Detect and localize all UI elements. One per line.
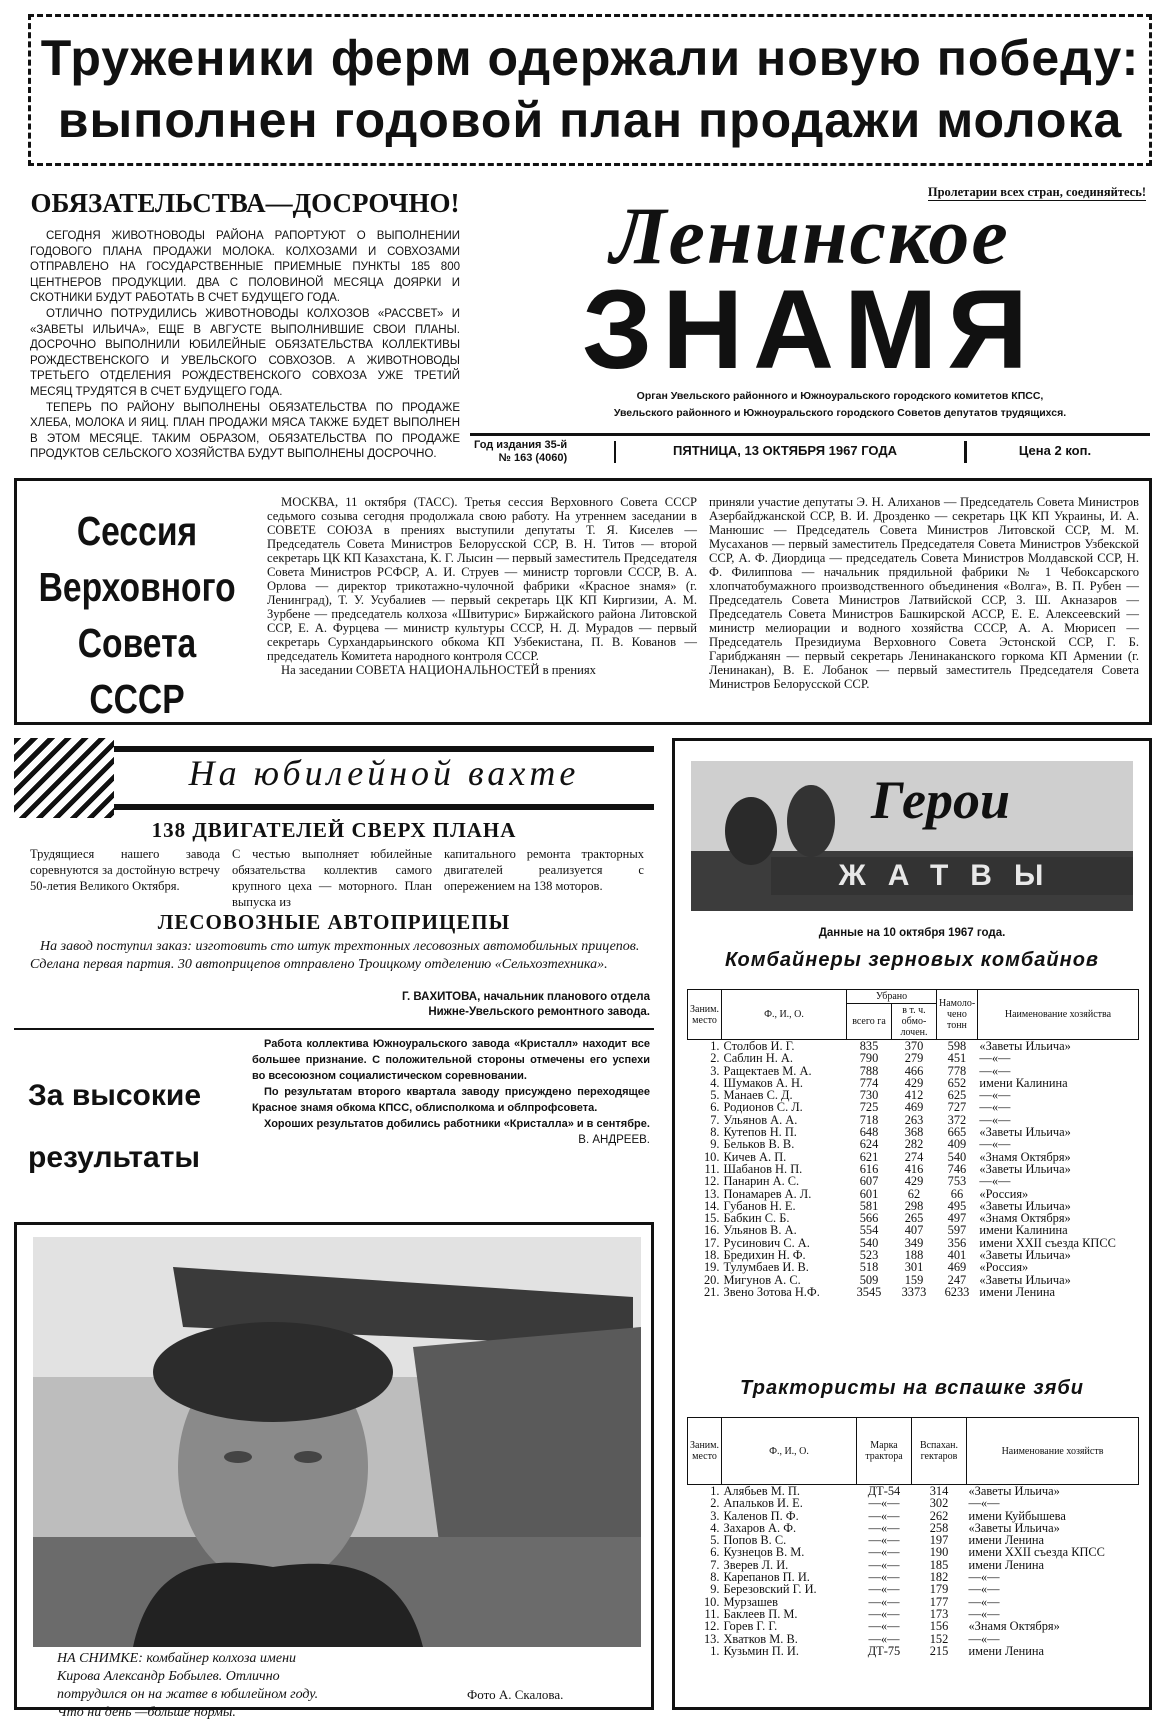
session-text-1: МОСКВА, 11 октября (ТАСС). Третья сессия Верховного Совета СССР седьмого созыва сегодня продолжала свою работу. На утреннем заседании в СОВЕТЕ СОЮЗА в прениях выступили депутаты Т. Я. Киселев — Председатель Совета Министров Белорусской ССР, В. Н. Титов — второй секретарь ЦК КП Казахстана, К. Г. Лысин — первый заместитель Председателя Совета Министров РСФСР, А. И. Струев — министр торговли СССР, В. А. Орлова — директор трикотажно-чулочной фабрики «Красное знамя» (г. Ленинград), Т. У. Усубалиев — первый секретарь ЦК КП Киргизии, А. М. Зурбене — председатель колхоза «Швитурис» Биржайского района Литовской ССР, Е. А. Фурцева — министр культуры СССР, Н. Д. Мурадов — первый секретарь Сурхандарьинского обкома КП Узбекистана, П. В. Кованов — председатель Комитета народного контроля СССР. [267,495,697,663]
table-cell: «Знамя Октября» [979,1211,1071,1226]
table-cell: 368 [904,1125,924,1140]
headline-line-2: выполнен годовой план продажи молока [57,92,1123,148]
price: Цена 2 коп. [1018,443,1092,458]
table-cell: —«— [868,1557,900,1572]
table-cell: 518 [859,1260,879,1275]
table-cell: 652 [947,1075,967,1090]
hatch-ornament [14,738,114,818]
obligations-paragraph: СЕГОДНЯ ЖИВОТНОВОДЫ РАЙОНА РАПОРТУЮТ О ВЫПОЛНЕНИИ ГОДОВОГО ПЛАНА ПРОДАЖИ МОЛОКА. КОЛХОЗАМИ И СОВХОЗАМИ ОТПРАВЛЕНО НА ГОСУДАРСТВЕННЫЕ ПРИЕМНЫЕ ПУНКТЫ 185 800 ЦЕНТНЕРОВ ПРОДУКЦИИ. ДВА С ПОЛОВИНОЙ МЕСЯЦА ДОЯРКИ И СКОТНИКИ БУДУТ РАБОТАТЬ В СЧЕТ БУДУЩЕГО ГОДА. [30,230,460,305]
session-title-1: Сессия [76,508,198,554]
obligations-title: ОБЯЗАТЕЛЬСТВА—ДОСРОЧНО! [30,188,460,218]
table-cell: 523 [859,1248,879,1263]
table-cell: 302 [929,1496,949,1511]
table-cell: 4. [710,1075,720,1090]
table-cell: 469 [904,1100,924,1115]
table-cell: 429 [904,1075,924,1090]
col-farm: Наименование хозяйств [966,1418,1138,1485]
table-cell: 466 [904,1063,924,1078]
table-cell: Кутепов Н. П. [723,1125,797,1140]
col-total: всего га [846,1004,891,1040]
table-cell: Ульянов А. А. [723,1112,798,1127]
table-row [688,1645,1139,1657]
photo-credit: Фото А. Скалова. [467,1687,564,1702]
table-cell: 495 [947,1198,967,1213]
table-cell: —«— [868,1606,900,1621]
table-cell: Мигунов А. С. [723,1272,801,1287]
table-cell: 665 [947,1125,967,1140]
table-cell: 718 [859,1112,879,1127]
table-row [688,1052,1139,1064]
table-cell: 13. [703,1631,720,1646]
table-cell: 314 [929,1484,949,1498]
table-cell: 18. [703,1248,720,1263]
table-cell: 66 [950,1186,964,1201]
table-cell: ДТ-54 [867,1484,901,1498]
table-cell: «Заветы Ильича» [968,1484,1060,1498]
table-cell: 20. [703,1272,720,1287]
results-title-1: За высокие [28,1079,202,1112]
table-cell: 2. [710,1051,720,1066]
table-row [688,1620,1139,1632]
table-row [688,1633,1139,1645]
table-cell: —«— [979,1051,1011,1066]
table-cell: 6. [710,1100,720,1115]
table-cell: 790 [859,1051,879,1066]
masthead [470,185,1150,475]
table-cell: 14. [703,1198,720,1213]
table-cell: 5. [710,1088,720,1103]
table-row [688,1286,1139,1298]
table-cell: 370 [904,1039,924,1053]
table-cell: имени Ленина [968,1643,1045,1658]
table-cell: —«— [979,1137,1011,1152]
table-cell: 774 [859,1075,879,1090]
table-cell: 7. [710,1112,720,1127]
table-cell: 62 [907,1186,921,1201]
table-cell: —«— [868,1520,900,1535]
table-cell: —«— [868,1582,900,1597]
table-cell: 607 [859,1174,879,1189]
data-date: Данные на 10 октября 1967 года. [818,927,1006,939]
vahta-title-band [114,746,654,810]
session-text-1b: На заседании СОВЕТА НАЦИОНАЛЬНОСТЕЙ в прениях [281,663,596,677]
masthead-organ [550,388,1130,422]
table-cell: 8. [710,1570,720,1585]
table-cell: 3545 [856,1284,882,1299]
table-cell: 156 [929,1619,949,1634]
table-cell: 409 [947,1137,967,1152]
table-cell: 727 [947,1100,967,1115]
table-cell: имени XXII съезда КПСС [979,1235,1116,1250]
trailers-signature [200,990,650,1020]
table-cell: —«— [868,1619,900,1634]
table-cell: «Заветы Ильича» [979,1125,1071,1140]
table-cell: 282 [904,1137,924,1152]
table-cell: 407 [904,1223,924,1238]
col-brand: Марка трактора [856,1418,911,1485]
table-cell: 581 [859,1198,879,1213]
table-cell: 185 [929,1557,949,1572]
table-cell: Горев Г. Г. [723,1619,778,1634]
table-cell: —«— [968,1582,1000,1597]
table-cell: 179 [929,1582,949,1597]
table-cell: «Знамя Октября» [979,1149,1071,1164]
table-cell: —«— [979,1100,1011,1115]
table-cell: —«— [868,1545,900,1560]
session-column-1 [267,495,697,677]
table-cell: 540 [947,1149,967,1164]
table-cell: 190 [929,1545,949,1560]
table-cell: Бабкин С. Б. [723,1211,790,1226]
table-cell: 372 [947,1112,967,1127]
table-cell: 215 [929,1643,949,1658]
table-cell: 625 [947,1088,967,1103]
masthead-rule [470,433,1150,436]
divider [14,1028,654,1030]
table-cell: Ульянов В. А. [723,1223,797,1238]
table-cell: 182 [929,1570,949,1585]
table-cell: 429 [904,1174,924,1189]
table-cell: Каленов П. Ф. [723,1508,799,1523]
headline-box [28,14,1152,166]
table-cell: имени XXII съезда КПСС [968,1545,1105,1560]
table-cell: 5. [710,1533,720,1548]
table-row [688,1546,1139,1558]
table-cell: 21. [703,1284,720,1299]
table-cell: 173 [929,1606,949,1621]
table-cell: «Россия» [979,1260,1029,1275]
table-cell: 301 [904,1260,924,1275]
table-cell: 554 [859,1223,879,1238]
table-cell: —«— [868,1533,900,1548]
heroes-title-1: Герои [871,770,1011,830]
table-cell: 1. [710,1643,720,1658]
session-title-2: Верховного [38,564,236,610]
table-cell: «Заветы Ильича» [979,1272,1071,1287]
session-text-2: приняли участие депутаты Э. Н. Алиханов — Председатель Совета Министров Азербайджанской ССР, В. И. Дрозденко — секретарь ЦК КП Украины, И. А. Манюшис — Председатель Совета Министров Литовской ССР, М. М. Мусаханов — первый заместитель Председателя Совета Министров Узбекской ССР, А. Ф. Диордица — председатель Совета Министров Молдавской ССР, Н. Ф. Филиппова — начальник прядильной фабрики № 1 Чебоксарского хлопчатобумажного производственного объединения «Волга», В. П. Рубен — Председатель Совета Министров Латвийской ССР, З. Ш. Акназаров — Председатель Совета Министров Башкирской АССР, Е. Е. Алексеевский — министр мелиорации и водного хозяйства СССР, А. А. Мюрисеп — Председатель Президиума Верховного Совета Эстонской ССР, Г. Б. Гарибджанян — первый секретарь Ленинаканского горкома КП Армении (г. Ленинакан), В. Е. Лобанок — первый заместитель Председателя Совета Министров Белорусской ССР. [709,495,1139,691]
col-name: Ф., И., О. [721,1418,856,1485]
table-cell: 279 [904,1051,924,1066]
combine-table-title: Комбайнеры зерновых комбайнов [725,949,1099,971]
col-collected: Убрано [846,990,936,1004]
table-cell: 274 [904,1149,924,1164]
table-cell: 2. [710,1496,720,1511]
organ-line-2: Увельского районного и Южноуральского городского Советов депутатов трудящихся. [613,407,1067,419]
photo-caption: НА СНИМКЕ: комбайнер колхоза имени Кирова Александр Бобылев. Отлично потрудился он на жатве в юбилейном году. Что ни день —больше нормы. [57,1651,319,1720]
table-cell: 778 [947,1063,967,1078]
table-cell: 835 [859,1039,879,1053]
table-cell: 621 [859,1149,879,1164]
table-cell: Захаров А. Ф. [723,1520,797,1535]
table-cell: 616 [859,1161,879,1176]
table-cell: 648 [859,1125,879,1140]
table-cell: Родионов С. Л. [723,1100,803,1115]
table-cell: —«— [868,1496,900,1511]
table-cell: —«— [868,1631,900,1646]
table-cell: —«— [979,1174,1011,1189]
table-cell: 263 [904,1112,924,1127]
table-cell: 598 [947,1039,967,1053]
table-cell: «Россия» [979,1186,1029,1201]
table-cell: Апальков И. Е. [723,1496,803,1511]
table-cell: 497 [947,1211,967,1226]
combine-operator-photo [33,1237,641,1647]
table-cell: «Заветы Ильича» [968,1520,1060,1535]
results-signature: В. АНДРЕЕВ. [578,1134,650,1146]
table-cell: 8. [710,1125,720,1140]
col-name: Ф., И., О. [721,990,846,1040]
table-cell: —«— [968,1606,1000,1621]
table-cell: —«— [968,1594,1000,1609]
table-cell: 509 [859,1272,879,1287]
table-cell: 9. [710,1137,720,1152]
table-cell: «Заветы Ильича» [979,1161,1071,1176]
table-cell: 17. [703,1235,720,1250]
col-tons: Намолочено тонн [936,990,977,1040]
table-cell: 356 [947,1235,967,1250]
table-cell: 401 [947,1248,967,1263]
results-title [28,1070,238,1184]
results-title-2: результаты [28,1141,201,1174]
table-cell: Хватков М. В. [723,1631,798,1646]
table-cell: Панарин А. С. [723,1174,800,1189]
engines-col-1: Трудящиеся нашего завода соревнуются за достойную встречу 50-летия Великого Октября. [30,847,220,893]
issue-date: ПЯТНИЦА, 13 ОКТЯБРЯ 1967 ГОДА [673,443,897,458]
table-cell: 730 [859,1088,879,1103]
table-row [688,1175,1139,1187]
trailers-heading: ЛЕСОВОЗНЫЕ АВТОПРИЦЕПЫ [157,910,511,934]
table-cell: —«— [968,1496,1000,1511]
table-cell: Ращектаев М. А. [723,1063,812,1078]
table-cell: «Заветы Ильича» [979,1198,1071,1213]
table-cell: 12. [703,1619,720,1634]
table-cell: 11. [704,1606,720,1621]
table-cell: 159 [904,1272,924,1287]
table-cell: —«— [968,1570,1000,1585]
table-cell: Березовский Г. И. [723,1582,817,1597]
table-cell: 152 [929,1631,949,1646]
table-cell: 247 [947,1272,967,1287]
divider [614,441,616,463]
obligations-paragraph: ОТЛИЧНО ПОТРУДИЛИСЬ ЖИВОТНОВОДЫ КОЛХОЗОВ «РАССВЕТ» И «ЗАВЕТЫ ИЛЬИЧА», ЕЩЕ В АВГУСТЕ ВЫПОЛНИВШИЕ СВОИ ПЛАНЫ. ДОСРОЧНО ВЫПОЛНИЛИ ЮБИЛЕЙНЫЕ ОБЯЗАТЕЛЬСТВА КОЛЛЕКТИВЫ РОЖДЕСТВЕНСКОГО И УВЕЛЬСКОГО СОВХОЗОВ. А ЖИВОТНОВОДЫ ТРЕТЬЕГО ОТДЕЛЕНИЯ РОЖДЕСТВЕНСКОГО СОВХОЗА УЖЕ ТРЕТИЙ МЕСЯЦ ТРУДЯТСЯ В СЧЕТ БУДУЩЕГО ГОДА. [30,307,460,398]
session-box [14,478,1152,725]
slogan: Пролетарии всех стран, соединяйтесь! [927,185,1146,199]
table-cell: 16. [703,1223,720,1238]
table-cell: 19. [703,1260,720,1275]
tractor-table-title: Трактористы на вспашке зяби [740,1377,1084,1399]
table-cell: Шабанов Н. П. [723,1161,803,1176]
table-cell: 298 [904,1198,924,1213]
engines-col-2: С честью выполняет юбилейные обязательства коллектив самого крупного цеха — моторного. План выпуска из [232,847,432,909]
table-cell: 349 [904,1235,924,1250]
col-place: Заним. место [688,1418,722,1485]
table-cell: 10. [703,1149,720,1164]
table-cell: 4. [710,1520,720,1535]
masthead-title-2: ЗНАМЯ [582,267,1038,392]
session-title-3: Совета СССР [77,620,197,722]
table-cell: 177 [929,1594,949,1609]
col-farm: Наименование хозяйства [977,990,1138,1040]
divider [964,441,967,463]
table-cell: имени Ленина [979,1284,1055,1299]
table-cell: 451 [947,1051,967,1066]
table-cell: Русинович С. А. [723,1235,810,1250]
table-cell: 416 [904,1161,924,1176]
table-cell: Губанов Н. Е. [723,1198,796,1213]
table-cell: имени Куйбышева [968,1508,1066,1523]
table-cell: 412 [904,1088,924,1103]
table-cell: —«— [868,1594,900,1609]
table-cell: 262 [929,1508,949,1523]
table-cell: 725 [859,1100,879,1115]
table-cell: 12. [703,1174,720,1189]
table-cell: имени Калинина [979,1223,1068,1238]
obligations-paragraph: ТЕПЕРЬ ПО РАЙОНУ ВЫПОЛНЕНЫ ОБЯЗАТЕЛЬСТВА ПО ПРОДАЖЕ ХЛЕБА, МОЛОКА И ЯИЦ. ПЛАН ПРОДАЖИ МЯСА ТАКЖЕ БУДЕТ ВЫПОЛНЕН В ЭТОМ МЕСЯЦЕ. ТАКИМ ОБРАЗОМ, ОБЯЗАТЕЛЬСТВА ПО ПРОДАЖЕ ПРОДУКТОВ СЕЛЬСКОГО ХОЗЯЙСТВА БУДУТ ВЫПОЛНЕНЫ ДОСРОЧНО. [30,401,460,461]
table-cell: 753 [947,1174,967,1189]
table-cell: 10. [703,1594,720,1609]
engines-heading: 138 ДВИГАТЕЛЕЙ СВЕРХ ПЛАНА [151,818,517,842]
table-cell: 6. [710,1545,720,1560]
table-cell: ДТ-75 [867,1643,901,1658]
table-cell: —«— [979,1063,1011,1078]
table-cell: Звено Зотова Н.Ф. [723,1284,820,1299]
table-row [688,1138,1139,1150]
table-cell: Баклеев П. М. [723,1606,798,1621]
results-text [252,1036,650,1146]
table-cell: Бредихин Н. Ф. [723,1248,806,1263]
table-cell: Столбов И. Г. [723,1039,795,1053]
obligations-article [30,188,460,463]
table-cell: —«— [979,1088,1011,1103]
table-cell: —«— [979,1112,1011,1127]
organ-line-1: Орган Увельского районного и Южноуральского городского комитетов КПСС, [636,390,1044,402]
table-cell: Мурзашев [723,1594,779,1609]
table-cell: —«— [968,1631,1000,1646]
table-row [688,1101,1139,1113]
table-cell: «Знамя Октября» [968,1619,1060,1634]
results-paragraph: Работа коллектива Южноуральского завода «Кристалл» находит все большее признание. С положительной стороны отмечены его успехи во всесоюзном социалистическом соревновании. [252,1038,650,1082]
table-cell: имени Ленина [968,1557,1045,1572]
table-cell: Кузнецов В. М. [723,1545,805,1560]
table-cell: 3. [710,1063,720,1078]
table-cell: 601 [859,1186,879,1201]
table-cell: Карепанов П. И. [723,1570,810,1585]
session-title [17,503,257,727]
table-cell: 3373 [901,1284,927,1299]
signature-line-1: Г. ВАХИТОВА, начальник планового отдела [401,991,650,1003]
table-cell: 1. [710,1484,720,1498]
table-cell: 13. [703,1186,720,1201]
table-cell: 11. [704,1161,720,1176]
table-cell: —«— [868,1570,900,1585]
table-cell: 15. [703,1211,720,1226]
signature-line-2: Нижне-Увельского ремонтного завода. [428,1006,650,1018]
engines-col-3: капитального ремонта тракторных двигателей реализуется с опережением на 138 моторов. [444,847,644,893]
table-cell: 540 [859,1235,879,1250]
heroes-box [672,738,1152,1710]
table-cell: 197 [929,1533,949,1548]
col-threshed: в т. ч. обмолочен. [891,1004,936,1040]
table-cell: Бельков В. В. [723,1137,795,1152]
col-place: Заним. место [688,990,722,1040]
tractor-table [687,1417,1139,1657]
table-cell: 265 [904,1211,924,1226]
table-cell: 7. [710,1557,720,1572]
table-cell: 746 [947,1161,967,1176]
table-cell: 1. [710,1039,720,1053]
table-row [688,1224,1139,1236]
table-cell: 9. [710,1582,720,1597]
edition-year: Год издания 35-й [474,439,568,451]
table-cell: 566 [859,1211,879,1226]
table-cell: Попов В. С. [723,1533,787,1548]
issue-number: № 163 (4060) [498,452,568,464]
table-cell: Зверев Л. И. [723,1557,789,1572]
table-cell: имени Ленина [968,1533,1045,1548]
table-cell: 624 [859,1137,879,1152]
table-cell: 6233 [944,1284,970,1299]
table-row [688,1583,1139,1595]
table-cell: 469 [947,1260,967,1275]
table-cell: 258 [929,1520,949,1535]
table-cell: Алябьев М. П. [723,1484,800,1498]
vahta-band [14,738,654,818]
table-cell: Кузьмин П. И. [723,1643,799,1658]
table-cell: «Заветы Ильича» [979,1248,1071,1263]
trailers-text: На завод поступил заказ: изготовить сто штук трехтонных лесовозных автомобильных прицепов. Сделана первая партия. 30 автоприцепов отправлено Троицкому отделению «Сельхозтехника». [30,939,640,972]
masthead-title-1: Ленинское [610,190,1010,281]
table-cell: 188 [904,1248,924,1263]
table-cell: Манаев С. Д. [723,1088,793,1103]
vahta-title: На юбилейной вахте [188,753,580,793]
table-cell: 3. [710,1508,720,1523]
table-cell: —«— [868,1508,900,1523]
col-hectares: Вспахан. гектаров [911,1418,966,1485]
photo-box [14,1222,654,1720]
issue-info [474,439,567,465]
table-cell: «Заветы Ильича» [979,1039,1071,1053]
table-cell: Понамарев А. Л. [723,1186,812,1201]
table-cell: 597 [947,1223,967,1238]
table-cell: Кичев А. П. [723,1149,787,1164]
combine-table [687,989,1139,1298]
table-cell: Тулумбаев И. В. [723,1260,809,1275]
results-paragraph: По результатам второго квартала заводу присуждено переходящее Красное знамя обкома КПСС, облисполкома и облпрофсовета. [252,1086,650,1114]
table-cell: Саблин Н. А. [723,1051,793,1066]
table-cell: имени Калинина [979,1075,1068,1090]
results-paragraph: Хороших результатов добились работники «Кристалла» и в сентябре. [264,1118,650,1130]
table-row [688,1261,1139,1273]
table-row [688,1497,1139,1509]
table-row [688,1188,1139,1200]
table-cell: Шумаков А. Н. [723,1075,803,1090]
table-cell: 788 [859,1063,879,1078]
headline-line-1: Труженики ферм одержали новую победу: [40,30,1140,86]
harvest-photo [691,761,1133,911]
heroes-title-2: ЖАТВЫ [771,857,1133,895]
